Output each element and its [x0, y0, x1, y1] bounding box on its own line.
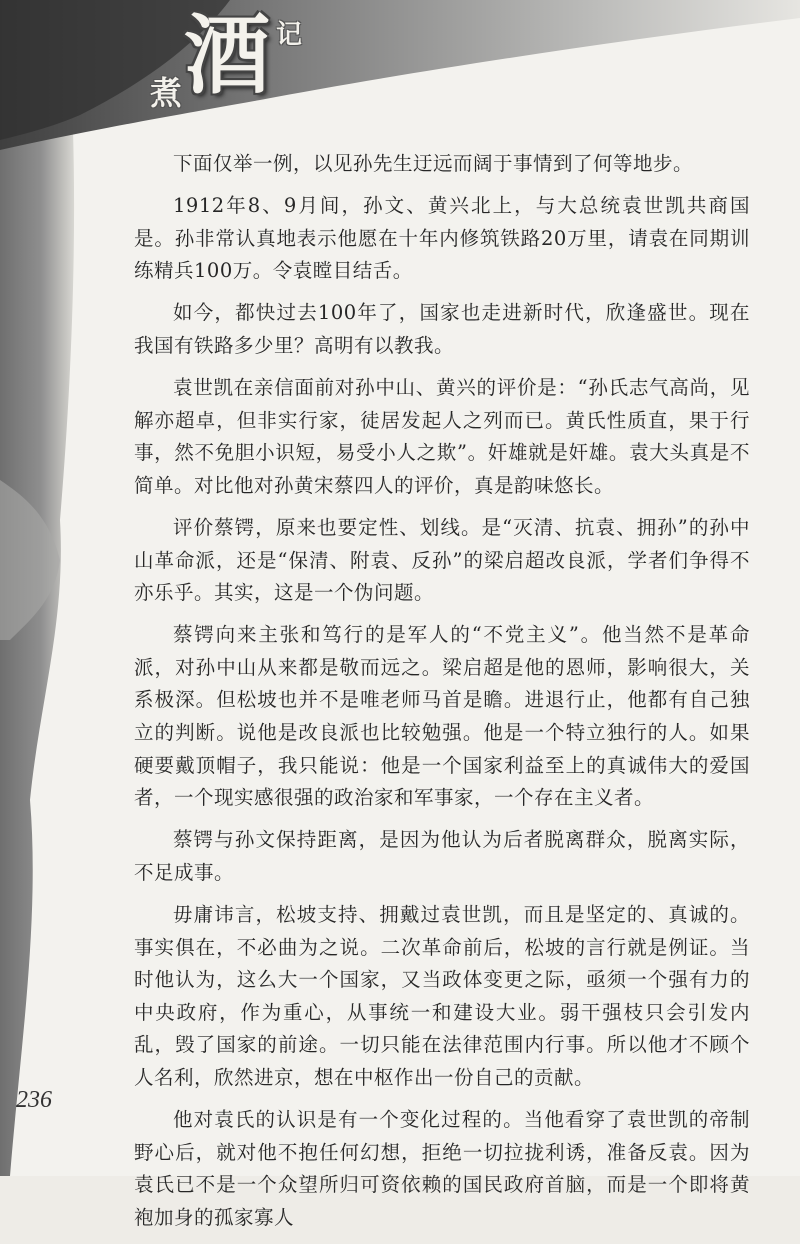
- header-title: [150, 6, 330, 116]
- paragraph: 他对袁氏的认识是有一个变化过程的。当他看穿了袁世凯的帝制野心后，就对他不抱任何幻想，拒绝一切拉拢利诱，准备反袁。因为袁氏已不是一个众望所归可资依赖的国民政府首脑，而是一个即将黄袍加身的孤家寡人: [134, 1108, 750, 1229]
- paragraph: 袁世凯在亲信面前对孙中山、黄兴的评价是：“孙氏志气高尚，见解亦超卓，但非实行家，徒居发起人之列而已。黄氏性质直，果于行事，然不免胆小识短，易受小人之欺”。奸雄就是奸雄。袁大头真是不简单。对比他对孙黄宋蔡四人的评价，真是韵味悠长。: [134, 376, 750, 497]
- left-brush-band: [0, 100, 95, 1176]
- paragraph: 蔡锷与孙文保持距离，是因为他认为后者脱离群众，脱离实际，不足成事。: [134, 828, 750, 884]
- paragraph: 如今，都快过去100年了，国家也走进新时代，欣逢盛世。现在我国有铁路多少里？高明有以教我。: [134, 301, 750, 357]
- paragraph: 毋庸讳言，松坡支持、拥戴过袁世凯，而且是坚定的、真诚的。事实俱在，不必曲为之说。二次革命前后，松坡的言行就是例证。当时他认为，这么大一个国家，又当政体变更之际，亟须一个强有力的中央政府，作为重心，从事统一和建设大业。弱干强枝只会引发内乱，毁了国家的前途。一切只能在法律范围内行事。所以他才不顾个人名利，欣然进京，想在中枢作出一份自己的贡献。: [134, 902, 750, 1089]
- page-number: 236: [16, 1087, 52, 1113]
- paragraph: 1912年8、9月间，孙文、黄兴北上，与大总统袁世凯共商国是。孙非常认真地表示他愿在十年内修筑铁路20万里，请袁在同期训练精兵100万。令袁瞠目结舌。: [134, 194, 750, 283]
- paragraph: 下面仅举一例，以见孙先生迂远而阔于事情到了何等地步。: [173, 152, 694, 175]
- article-body: [134, 148, 750, 1244]
- paragraph: 蔡锷向来主张和笃行的是军人的“不党主义”。他当然不是革命派，对孙中山从来都是敬而远之。梁启超是他的恩师，影响很大，关系极深。但松坡也并不是唯老师马首是瞻。进退行止，他都有自己独立的判断。说他是改良派也比较勉强。他是一个特立独行的人。如果硬要戴顶帽子，我只能说：他是一个国家利益至上的真诚伟大的爱国者，一个现实感很强的政治家和军事家，一个存在主义者。: [134, 623, 750, 810]
- paragraph: 评价蔡锷，原来也要定性、划线。是“灭清、抗袁、拥孙”的孙中山革命派，还是“保清、附袁、反孙”的梁启超改良派，学者们争得不亦乐乎。其实，这是一个伪问题。: [134, 515, 750, 605]
- title-char-3: 记: [276, 20, 303, 50]
- title-char-1: 煮: [150, 74, 183, 112]
- title-char-2: 酒: [184, 5, 270, 106]
